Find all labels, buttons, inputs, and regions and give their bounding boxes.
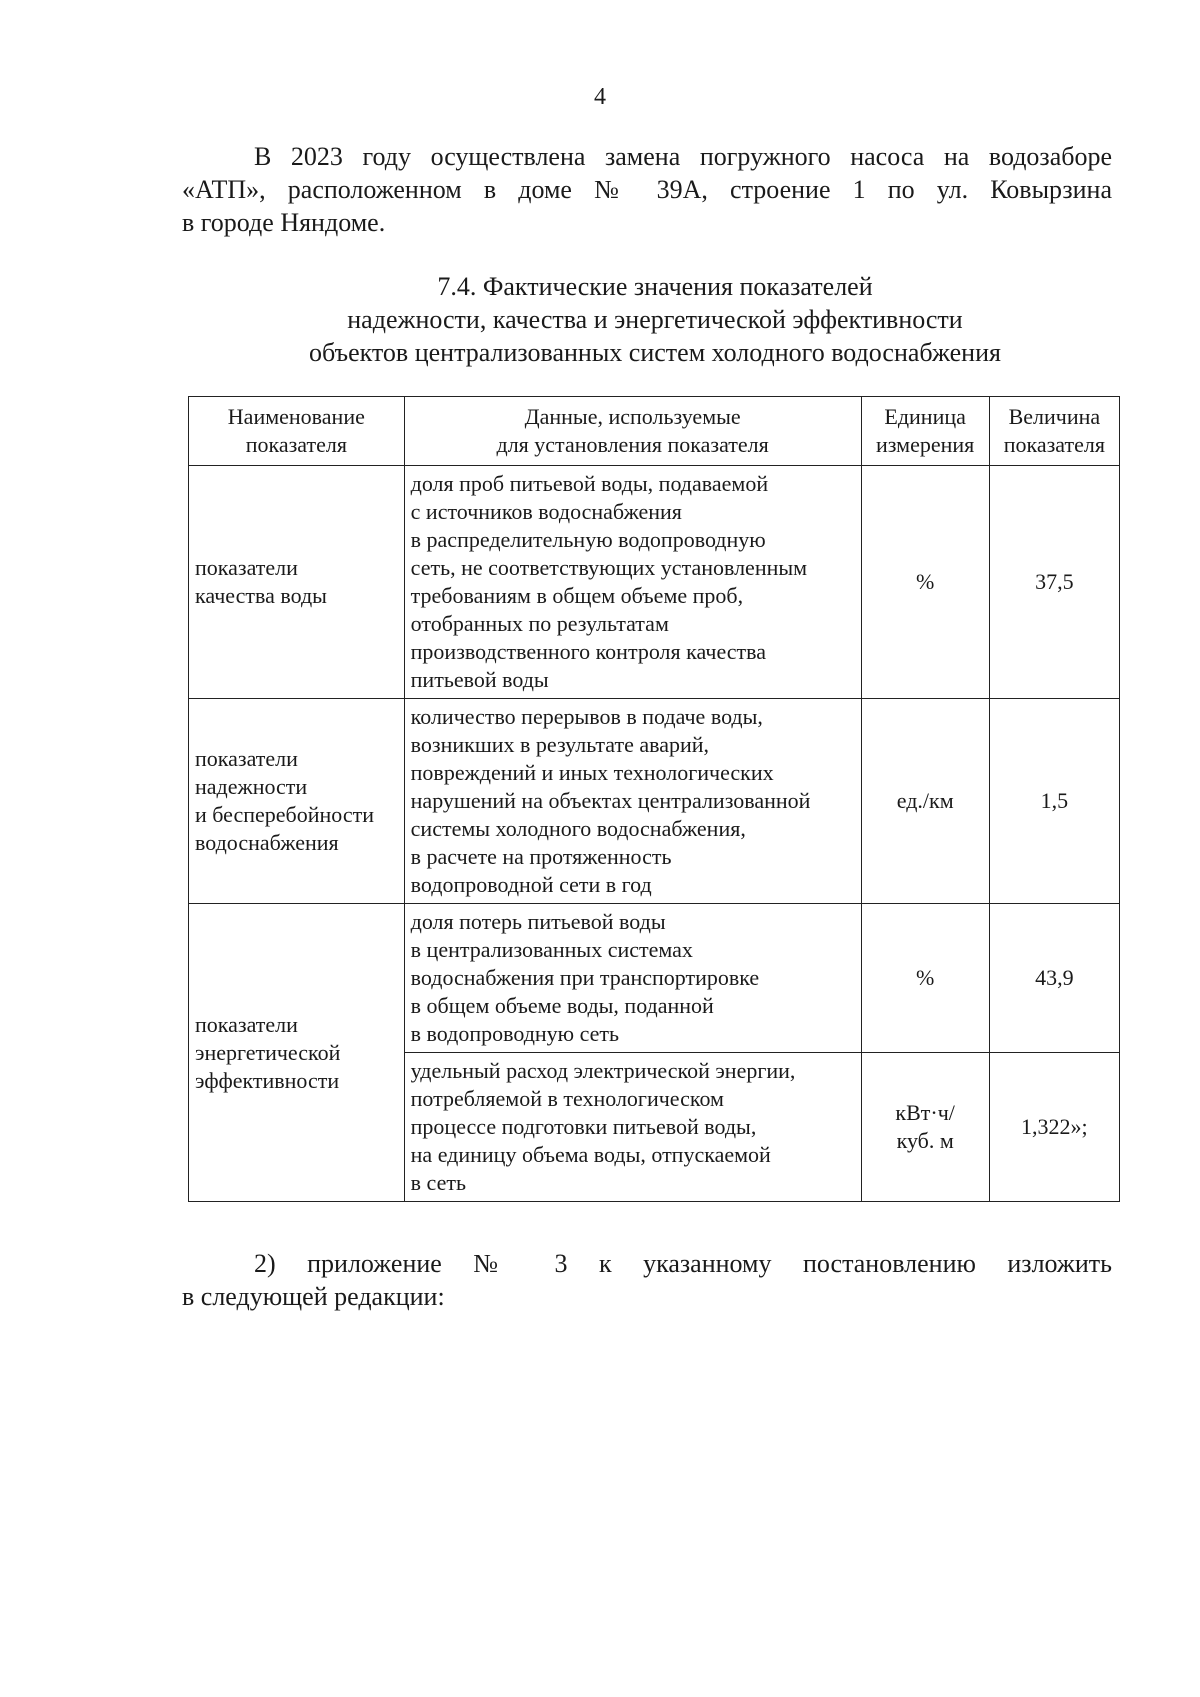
closing-line: 2) приложение № 3 к указанному постановлению изложить [254, 1249, 1112, 1278]
value-cell: 1,5 [989, 699, 1119, 904]
header-indicator-name: Наименование показателя [189, 397, 405, 466]
table-row [189, 466, 1120, 699]
closing-line: в следующей редакции: [182, 1282, 445, 1311]
intro-line: В 2023 году осуществлена замена погружного насоса на водозаборе [254, 142, 1112, 171]
section-title-line: объектов централизованных систем холодного водоснабжения [309, 338, 1001, 367]
unit-cell: % [861, 904, 989, 1053]
indicator-name-cell: показатели надежности и бесперебойности водоснабжения [189, 699, 405, 904]
table-row [189, 904, 1120, 1053]
header-source-data: Данные, используемые для установления показателя [404, 397, 861, 466]
indicator-name-cell: показатели энергетической эффективности [189, 904, 405, 1202]
page-number: 4 [594, 84, 606, 110]
unit-cell: % [861, 466, 989, 699]
source-data-cell: доля проб питьевой воды, подаваемой с источников водоснабжения в распределительную водопроводную сеть, не соответствующих установленным требованиям в общем объеме проб, отобранных по результатам производственного контроля качества питьевой воды [404, 466, 861, 699]
indicator-name-cell: показатели качества воды [189, 466, 405, 699]
value-cell: 37,5 [989, 466, 1119, 699]
source-data-cell: доля потерь питьевой воды в централизованных системах водоснабжения при транспортировке в общем объеме воды, поданной в водопроводную сеть [404, 904, 861, 1053]
value-cell: 43,9 [989, 904, 1119, 1053]
intro-line: «АТП», расположенном в доме № 39А, строение 1 по ул. Ковырзина [182, 175, 1112, 204]
section-title-line: надежности, качества и энергетической эффективности [347, 305, 963, 334]
unit-cell: кВт·ч/ куб. м [861, 1053, 989, 1202]
header-unit: Единица измерения [861, 397, 989, 466]
section-title-line: 7.4. Фактические значения показателей [437, 272, 873, 301]
table-row [189, 699, 1120, 904]
intro-line: в городе Няндоме. [182, 208, 386, 237]
source-data-cell: количество перерывов в подаче воды, возникших в результате аварий, повреждений и иных технологических нарушений на объектах централизованной системы холодного водоснабжения, в расчете на протяженность водопроводной сети в год [404, 699, 861, 904]
intro-paragraph [182, 140, 1112, 239]
unit-cell: ед./км [861, 699, 989, 904]
header-value: Величина показателя [989, 397, 1119, 466]
source-data-cell: удельный расход электрической энергии, потребляемой в технологическом процессе подготовки питьевой воды, на единицу объема воды, отпускаемой в сеть [404, 1053, 861, 1202]
indicators-table [188, 396, 1120, 1202]
value-cell: 1,322»; [989, 1053, 1119, 1202]
section-title [0, 270, 1200, 369]
closing-paragraph [182, 1247, 1112, 1313]
table-header-row [189, 397, 1120, 466]
